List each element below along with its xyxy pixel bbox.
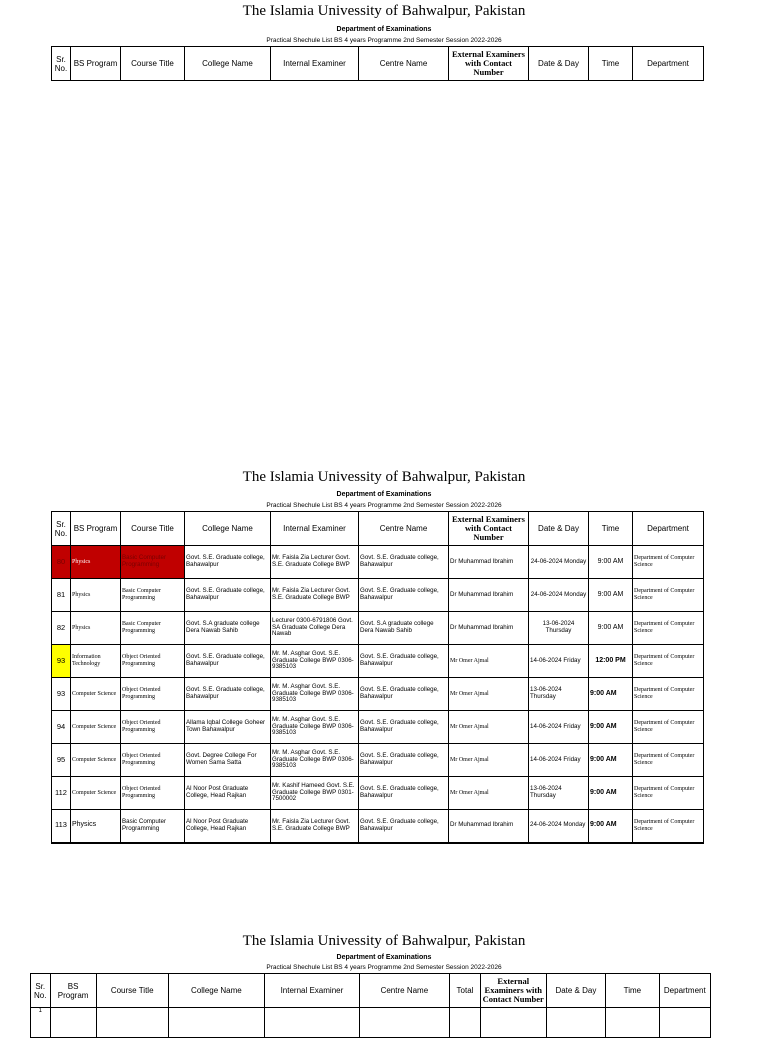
cell-college: Govt. S.E. Graduate college, Bahawalpur [185, 579, 271, 612]
department-heading: Department of Examinations [336, 954, 432, 961]
cell-program: Computer Science [71, 744, 121, 777]
header-date: Date & Day [529, 47, 589, 81]
department-heading: Department of Examinations [336, 26, 432, 33]
header-external: External Examiners with Contact Number [480, 974, 546, 1008]
cell-college [168, 1008, 265, 1038]
schedule-table-page3 [30, 973, 711, 1038]
header-sr: Sr. No. [52, 512, 71, 546]
cell-sr: 81 [52, 579, 71, 612]
cell-external: Dr Muhammad Ibrahim [449, 546, 529, 579]
cell-program: Information Technology [71, 645, 121, 678]
schedule-table-page1 [51, 46, 704, 81]
cell-college: Al Noor Post Graduate College, Head Rajkan [185, 777, 271, 810]
header-college: College Name [185, 47, 271, 81]
header-sr: Sr. No. [52, 47, 71, 81]
cell-sr: 113 [52, 810, 71, 843]
cell-internal: Mr. Faisla Zia Lecturer Govt. S.E. Graduate College BWP [271, 546, 359, 579]
header-college: College Name [168, 974, 265, 1008]
table-row [52, 645, 704, 678]
cell-date [546, 1008, 606, 1038]
table-row [52, 546, 704, 579]
cell-centre: Govt. S.E. Graduate college, Bahawalpur [359, 645, 449, 678]
cell-centre: Govt. S.A graduate college Dera Nawab Sahib [359, 612, 449, 645]
table-row [52, 744, 704, 777]
table-row [52, 579, 704, 612]
cell-program: Computer Science [71, 711, 121, 744]
cell-date: 24-06-2024 Monday [529, 579, 589, 612]
cell-college: Govt. S.E. Graduate college, Bahawalpur [185, 546, 271, 579]
cell-date: 14-06-2024 Friday [529, 711, 589, 744]
cell-course: Basic Computer Programming [121, 612, 185, 645]
cell-date: 13-06-2024 Thursday [529, 678, 589, 711]
cell-external: Mr Omer Ajmal [449, 711, 529, 744]
header-centre: Centre Name [359, 512, 449, 546]
header-date: Date & Day [546, 974, 606, 1008]
cell-college: Al Noor Post Graduate College, Head Rajkan [185, 810, 271, 843]
cell-department: Department of Computer Science [633, 777, 704, 810]
cell-sr: 93 [52, 678, 71, 711]
cell-sr: 94 [52, 711, 71, 744]
cell-course: Object Oriented Programming [121, 678, 185, 711]
header-internal: Internal Examiner [265, 974, 360, 1008]
cell-sr: 82 [52, 612, 71, 645]
cell-time: 9:00 AM [589, 777, 633, 810]
schedule-subtitle: Practical Shechule List BS 4 years Programme 2nd Semester Session 2022-2026 [266, 964, 502, 971]
page-title: The Islamia Univessity of Bahwalpur, Pakistan [242, 469, 526, 485]
table-row [52, 810, 704, 843]
cell-course: Object Oriented Programming [121, 777, 185, 810]
page-title: The Islamia Univessity of Bahwalpur, Pakistan [242, 933, 526, 949]
cell-course: Object Oriented Programming [121, 744, 185, 777]
cell-internal: Mr. Faisla Zia Lecturer Govt. S.E. Graduate College BWP [271, 579, 359, 612]
cell-program: Physics [71, 546, 121, 579]
cell-date: 24-06-2024 Monday [529, 810, 589, 843]
header-time: Time [606, 974, 659, 1008]
cell-internal [265, 1008, 360, 1038]
cell-internal: Mr. M. Asghar Govt. S.E. Graduate College BWP 0306-9385103 [271, 645, 359, 678]
cell-sr: 80 [52, 546, 71, 579]
cell-external: Mr Omer Ajmal [449, 645, 529, 678]
cell-internal: Mr. M. Asghar Govt. S.E. Graduate College BWP 0306-9385103 [271, 744, 359, 777]
header-time: Time [589, 512, 633, 546]
cell-total [450, 1008, 481, 1038]
header-department: Department [633, 512, 704, 546]
cell-external: Dr Muhammad Ibrahim [449, 612, 529, 645]
header-external: External Examiners with Contact Number [449, 47, 529, 81]
cell-sr: 95 [52, 744, 71, 777]
header-external: External Examiners with Contact Number [449, 512, 529, 546]
cell-external: Dr Muhammad Ibrahim [449, 579, 529, 612]
header-time: Time [589, 47, 633, 81]
cell-centre: Govt. S.E. Graduate college, Bahawalpur [359, 579, 449, 612]
header-centre: Centre Name [359, 47, 449, 81]
schedule-table-page2 [51, 511, 704, 844]
schedule-subtitle: Practical Shechule List BS 4 years Programme 2nd Semester Session 2022-2026 [266, 37, 502, 44]
cell-internal: Mr. Kashif Hameed Govt. S.E. Graduate College BWP 0301-7500002 [271, 777, 359, 810]
header-department: Department [633, 47, 704, 81]
header-total: Total [450, 974, 481, 1008]
table-row [52, 678, 704, 711]
header-college: College Name [185, 512, 271, 546]
cell-centre: Govt. S.E. Graduate college, Bahawalpur [359, 546, 449, 579]
cell-date: 24-06-2024 Monday [529, 546, 589, 579]
cell-department: Department of Computer Science [633, 645, 704, 678]
cell-centre [359, 1008, 449, 1038]
schedule-subtitle: Practical Shechule List BS 4 years Programme 2nd Semester Session 2022-2026 [266, 502, 502, 509]
cell-centre: Govt. S.E. Graduate college, Bahawalpur [359, 711, 449, 744]
cell-college: Govt. S.E. Graduate college, Bahawalpur [185, 645, 271, 678]
cell-time: 9:00 AM [589, 711, 633, 744]
header-course: Course Title [121, 512, 185, 546]
cell-external: Mr Omer Ajmal [449, 777, 529, 810]
cell-sr: 112 [52, 777, 71, 810]
cell-program: Physics [71, 612, 121, 645]
cell-department: Department of Computer Science [633, 546, 704, 579]
cell-time: 9:00 AM [589, 612, 633, 645]
header-course: Course Title [96, 974, 168, 1008]
cell-department: Department of Computer Science [633, 579, 704, 612]
header-centre: Centre Name [359, 974, 449, 1008]
cell-course: Object Oriented Programming [121, 645, 185, 678]
page-title: The Islamia Univessity of Bahwalpur, Pakistan [242, 3, 526, 19]
cell-time: 9:00 AM [589, 579, 633, 612]
cell-internal: Mr. M. Asghar Govt. S.E. Graduate College BWP 0306-9385103 [271, 678, 359, 711]
cell-college: Govt. S.E. Graduate college, Bahawalpur [185, 678, 271, 711]
cell-external: Mr Omer Ajmal [449, 678, 529, 711]
cell-college: Allama Iqbal College Goheer Town Bahawalpur [185, 711, 271, 744]
header-course: Course Title [121, 47, 185, 81]
cell-internal: Mr. M. Asghar Govt. S.E. Graduate College BWP 0306-9385103 [271, 711, 359, 744]
cell-time: 12:00 PM [589, 645, 633, 678]
cell-program: Computer Science [71, 777, 121, 810]
cell-sr: 1 [31, 1008, 51, 1038]
table-row [31, 1008, 711, 1038]
cell-date: 14-06-2024 Friday [529, 645, 589, 678]
cell-time: 9:00 AM [589, 744, 633, 777]
cell-centre: Govt. S.E. Graduate college, Bahawalpur [359, 777, 449, 810]
header-department: Department [659, 974, 710, 1008]
cell-time: 9:00 AM [589, 546, 633, 579]
cell-program [50, 1008, 96, 1038]
cell-course [96, 1008, 168, 1038]
cell-department [659, 1008, 710, 1038]
header-date: Date & Day [529, 512, 589, 546]
cell-college: Govt. Degree College For Women Sama Satta [185, 744, 271, 777]
header-sr: Sr. No. [31, 974, 51, 1008]
header-internal: Internal Examiner [271, 47, 359, 81]
cell-department: Department of Computer Science [633, 612, 704, 645]
cell-external [480, 1008, 546, 1038]
cell-department: Department of Computer Science [633, 678, 704, 711]
cell-program: Physics [71, 579, 121, 612]
cell-date: 13-06-2024 Thursday [529, 777, 589, 810]
cell-time: 9:00 AM [589, 810, 633, 843]
cell-course: Basic Computer Programming [121, 546, 185, 579]
header-program: BS Program [50, 974, 96, 1008]
cell-centre: Govt. S.E. Graduate college, Bahawalpur [359, 810, 449, 843]
cell-department: Department of Computer Science [633, 711, 704, 744]
cell-internal: Lecturer 0300-6791806 Govt. SA Graduate College Dera Nawab [271, 612, 359, 645]
cell-date: 14-06-2024 Friday [529, 744, 589, 777]
cell-internal: Mr. Faisla Zia Lecturer Govt. S.E. Graduate College BWP [271, 810, 359, 843]
cell-time [606, 1008, 659, 1038]
cell-external: Dr Muhammad Ibrahim [449, 810, 529, 843]
cell-course: Basic Computer Programming [121, 810, 185, 843]
cell-centre: Govt. S.E. Graduate college, Bahawalpur [359, 678, 449, 711]
table-row [52, 777, 704, 810]
cell-program: Physics [71, 810, 121, 843]
cell-department: Department of Computer Science [633, 744, 704, 777]
cell-time: 9:00 AM [589, 678, 633, 711]
cell-sr: 93 [52, 645, 71, 678]
table-row [52, 612, 704, 645]
cell-external: Mr Omer Ajmal [449, 744, 529, 777]
cell-college: Govt. S.A graduate college Dera Nawab Sahib [185, 612, 271, 645]
header-program: BS Program [71, 512, 121, 546]
cell-centre: Govt. S.E. Graduate college, Bahawalpur [359, 744, 449, 777]
cell-course: Basic Computer Programming [121, 579, 185, 612]
cell-course: Object Oriented Programming [121, 711, 185, 744]
cell-date: 13-06-2024 Thursday [529, 612, 589, 645]
header-program: BS Program [71, 47, 121, 81]
cell-program: Computer Science [71, 678, 121, 711]
table-row [52, 711, 704, 744]
cell-department: Department of Computer Science [633, 810, 704, 843]
department-heading: Department of Examinations [336, 491, 432, 498]
header-internal: Internal Examiner [271, 512, 359, 546]
